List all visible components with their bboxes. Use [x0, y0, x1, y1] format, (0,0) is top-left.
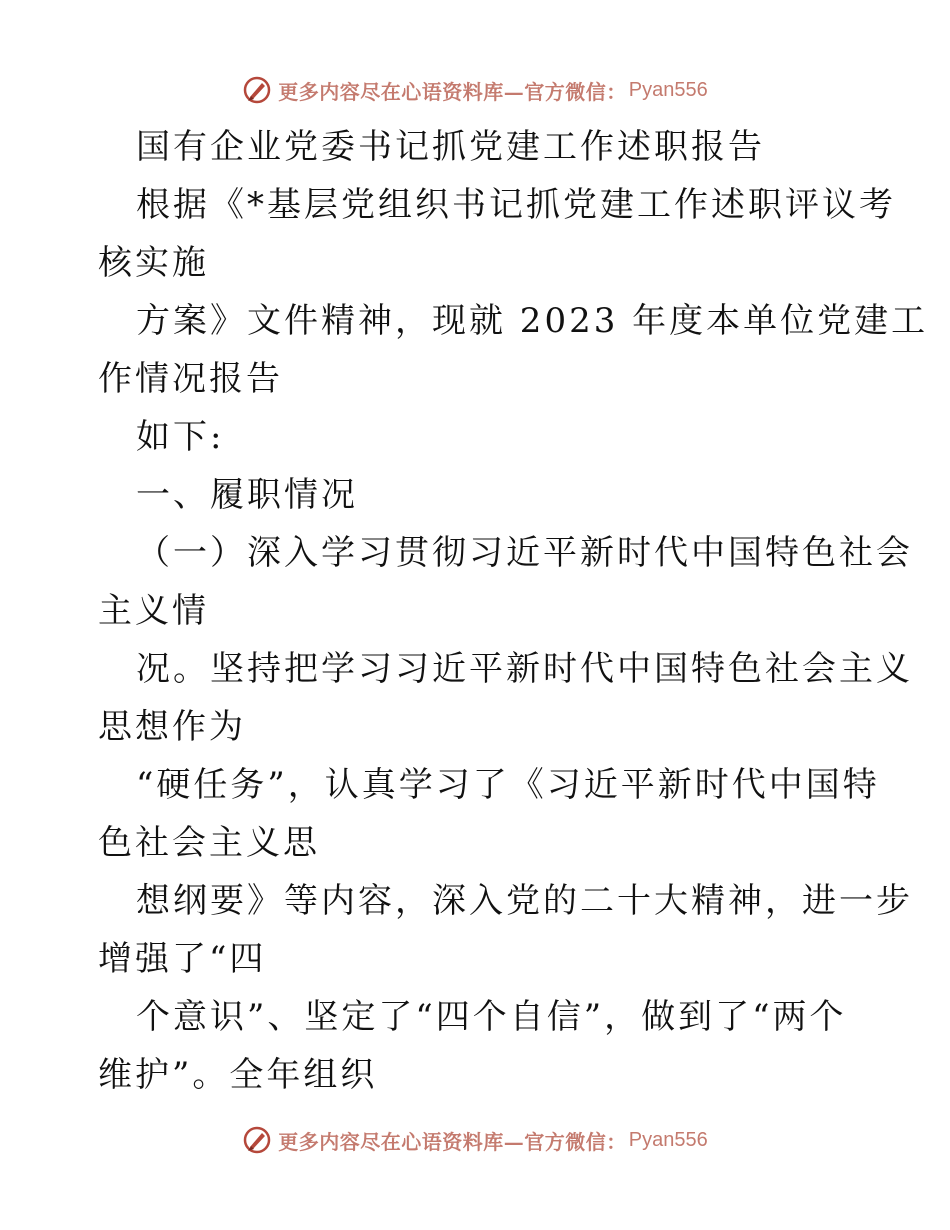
paragraph-line: 根据《*基层党组织书记抓党建工作述职评议考 [136, 185, 896, 225]
pen-logo-icon [242, 1125, 272, 1155]
paragraph-line: 增强了“四 [98, 939, 267, 979]
paragraph-line: 如下: [136, 417, 225, 457]
paragraph-line: 想纲要》等内容，深入党的二十大精神，进一步 [136, 881, 913, 921]
paragraph-line: 思想作为 [98, 707, 246, 747]
paragraph-line: 方案》文件精神，现就 2023 年度本单位党建工 [136, 301, 929, 341]
document-body [98, 118, 929, 1104]
subsection-heading: （一）深入学习贯彻习近平新时代中国特色社会 [136, 533, 913, 573]
footer-watermark [0, 1120, 950, 1160]
watermark-text: 更多内容尽在心语资料库—官方微信： [278, 1129, 627, 1154]
header-watermark [0, 70, 950, 110]
section-heading: 一、履职情况 [136, 475, 358, 515]
paragraph-line: 核实施 [98, 243, 209, 283]
watermark-text: 更多内容尽在心语资料库—官方微信： [278, 79, 627, 104]
paragraph-line: 主义情 [98, 591, 209, 631]
paragraph-line: 作情况报告 [98, 359, 283, 399]
pen-logo-icon [242, 75, 272, 105]
watermark-wechat-id: Pyan556 [628, 1128, 708, 1151]
paragraph-line: 个意识”、坚定了“四个自信”，做到了“两个 [136, 997, 847, 1037]
document-title: 国有企业党委书记抓党建工作述职报告 [136, 127, 765, 167]
paragraph-line: 况。坚持把学习习近平新时代中国特色社会主义 [136, 649, 913, 689]
paragraph-line: 维护”。全年组织 [98, 1055, 378, 1095]
paragraph-line: “硬任务”，认真学习了《习近平新时代中国特 [136, 765, 880, 805]
paragraph-line: 色社会主义思 [98, 823, 320, 863]
watermark-wechat-id: Pyan556 [628, 78, 708, 101]
